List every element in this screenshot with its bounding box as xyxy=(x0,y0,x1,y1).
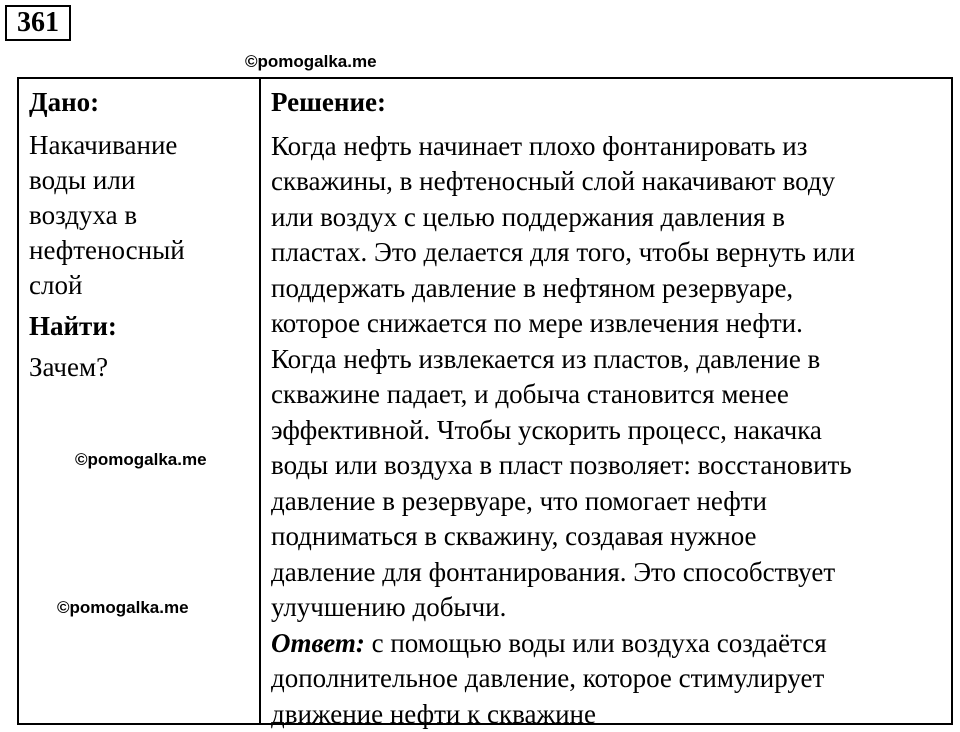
solution-heading: Решение: xyxy=(271,85,951,121)
find-text: Зачем? xyxy=(29,350,259,385)
watermark-top: ©pomogalka.me xyxy=(245,52,377,72)
solution-line: давление для фонтанирования. Это способствует xyxy=(271,557,835,587)
solution-line: Когда нефть начинает плохо фонтанировать из xyxy=(271,131,807,161)
solution-line: скважины, в нефтеносный слой накачивают воду xyxy=(271,166,835,196)
solution-line: или воздух с целью поддержания давления в xyxy=(271,202,785,232)
solution-line: воды или воздуха в пласт позволяет: восстановить xyxy=(271,450,852,480)
solution-text xyxy=(271,129,951,626)
solution-line: эффективной. Чтобы ускорить процесс, накачка xyxy=(271,415,822,445)
given-heading: Дано: xyxy=(29,85,259,120)
answer-line: с помощью воды или воздуха создаётся xyxy=(365,628,827,658)
solution-line: поддержать давление в нефтяном резервуаре, xyxy=(271,273,793,303)
solution-line: подниматься в скважину, создавая нужное xyxy=(271,521,757,551)
given-line: Накачивание xyxy=(29,130,177,160)
solution-line: давление в резервуаре, что помогает нефти xyxy=(271,486,767,516)
answer-label: Ответ: xyxy=(271,628,365,658)
solution-column xyxy=(261,79,951,723)
find-heading: Найти: xyxy=(29,309,259,344)
answer-line: движение нефти к скважине xyxy=(271,699,596,729)
solution-line: пластах. Это делается для того, чтобы вернуть или xyxy=(271,237,855,267)
solution-line: которое снижается по мере извлечения нефти. xyxy=(271,308,803,338)
given-line: слой xyxy=(29,270,82,300)
watermark-lower: ©pomogalka.me xyxy=(57,598,189,618)
solution-line: скважине падает, и добыча становится менее xyxy=(271,379,789,409)
given-column xyxy=(19,79,261,723)
answer-line: дополнительное давление, которое стимулирует xyxy=(271,663,824,693)
solution-line: улучшению добычи. xyxy=(271,592,506,622)
problem-number: 361 xyxy=(5,5,71,41)
watermark-middle: ©pomogalka.me xyxy=(75,450,207,470)
given-line: нефтеносный xyxy=(29,235,185,265)
given-line: воды или xyxy=(29,165,135,195)
answer xyxy=(271,626,951,732)
solution-line: Когда нефть извлекается из пластов, давление в xyxy=(271,344,820,374)
given-text xyxy=(29,128,259,303)
given-line: воздуха в xyxy=(29,200,137,230)
solution-table xyxy=(17,77,953,725)
